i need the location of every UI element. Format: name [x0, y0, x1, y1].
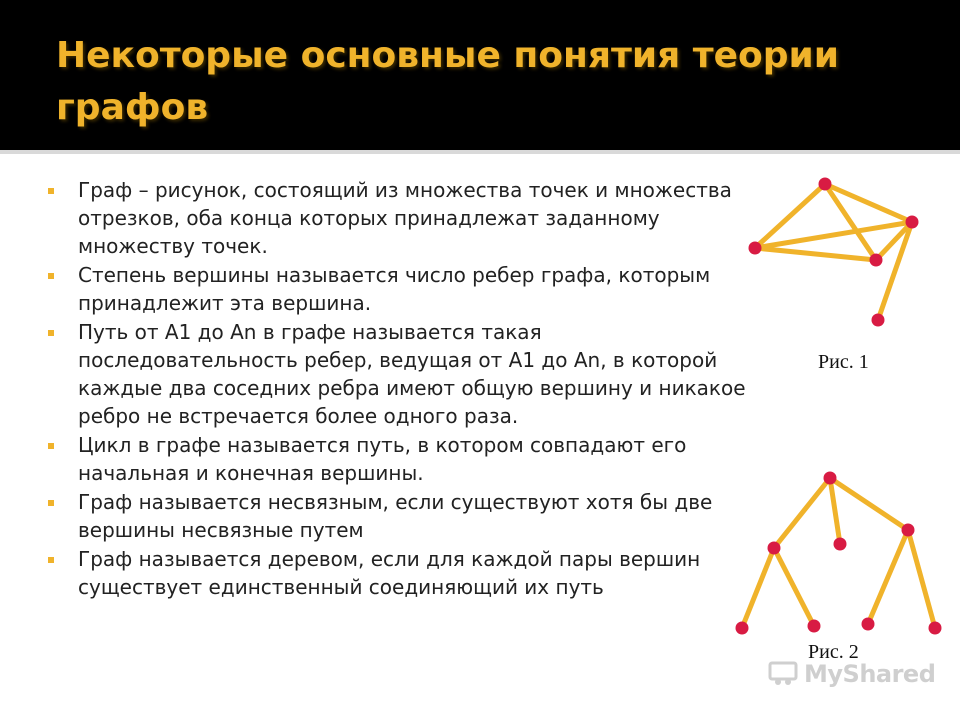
graph-vertex — [749, 242, 762, 255]
watermark — [768, 658, 938, 692]
bullet-text: Граф – рисунок, состоящий из множества точек и множества отрезков, оба конца которых принадлежат заданному множеству точек. — [78, 178, 732, 258]
graph-vertex — [819, 178, 832, 191]
bullet-text: Граф называется деревом, если для каждой пары вершин существует единственный соединяющий их путь — [78, 547, 701, 599]
figure-2-tree — [736, 472, 942, 635]
figure-1-caption: Рис. 1 — [818, 351, 869, 373]
graph-edge — [755, 248, 876, 260]
graph-vertex — [902, 524, 915, 537]
graph-vertex — [834, 538, 847, 551]
graph-edge — [774, 548, 814, 626]
graph-vertex — [906, 216, 919, 229]
graph-vertex — [768, 542, 781, 555]
bullet-text: Путь от A1 до An в графе называется такая последовательность ребер, ведущая от A1 до An, в которой каждые два соседних ребра имеют общую вершину и никакое ребро не встречается более одного раза. — [78, 320, 746, 428]
graph-vertex — [808, 620, 821, 633]
graph-edge — [908, 530, 935, 628]
bullet-text: Цикл в графе называется путь, в котором совпадают его начальная и конечная вершины. — [78, 433, 687, 485]
graph-edge — [868, 530, 908, 624]
graph-vertex — [872, 314, 885, 327]
slide-title: Некоторые основные понятия теории графов — [56, 35, 839, 128]
figure-1-graph — [749, 178, 919, 327]
graph-edge — [830, 478, 908, 530]
graph-vertex — [824, 472, 837, 485]
graph-vertex — [929, 622, 942, 635]
figure-2-caption: Рис. 2 — [808, 641, 859, 663]
bullet-text: Граф называется несвязным, если существуют хотя бы две вершины несвязные путем — [78, 490, 713, 542]
graph-vertex — [736, 622, 749, 635]
graph-vertex — [870, 254, 883, 267]
graph-edge — [742, 548, 774, 628]
bullet-text: Степень вершины называется число ребер графа, которым принадлежит эта вершина. — [78, 263, 711, 315]
graph-edge — [774, 478, 830, 548]
graph-vertex — [862, 618, 875, 631]
slideshare-icon — [768, 660, 798, 688]
watermark-text: MyShared — [804, 660, 936, 688]
graph-edge — [830, 478, 840, 544]
